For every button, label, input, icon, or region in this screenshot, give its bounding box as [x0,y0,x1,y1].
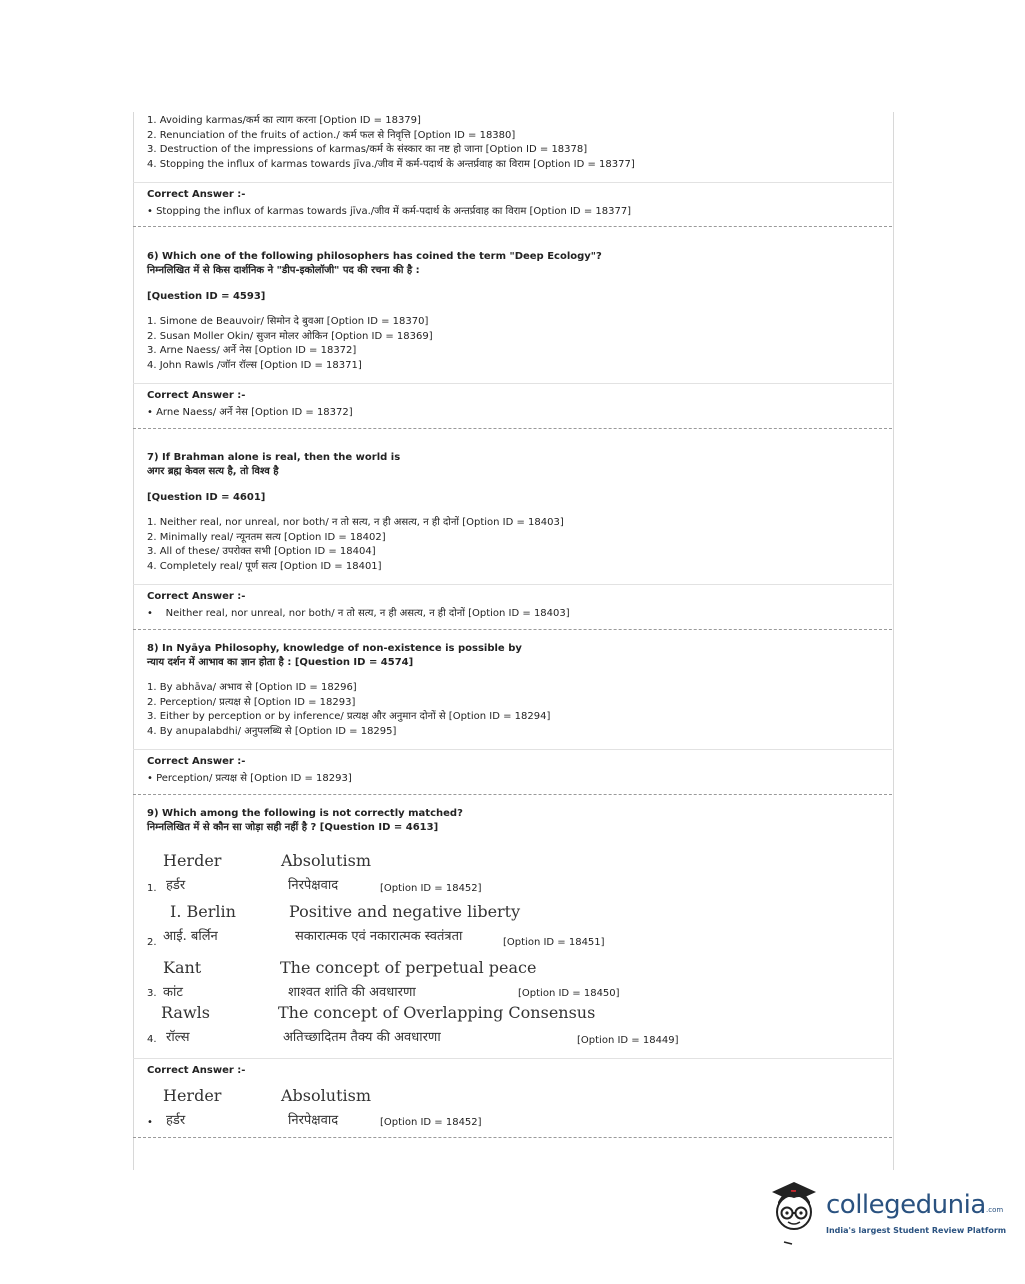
q9-answer-concept-hi: निरपेक्षवाद [288,1113,339,1128]
q9-opt2-name-en: I. Berlin [170,902,236,921]
q8-question-en: 8) In Nyāya Philosophy, knowledge of non-existence is possible by [147,643,522,654]
q7-question-id: [Question ID = 4601] [147,492,266,503]
q9-opt3-concept-en: The concept of perpetual peace [280,958,537,977]
q5-option-4: 4. Stopping the influx of karmas towards jīva./जीव में कर्म-पदार्थ के अन्तर्प्रवाह का विराम [Option ID = 18377] [147,159,635,170]
q9-answer-label: Correct Answer :- [147,1065,246,1076]
q9-opt3-option-id: [Option ID = 18450] [518,988,620,999]
q9-opt1-option-id: [Option ID = 18452] [380,883,482,894]
q9-opt2-number: 2. [147,937,157,948]
question-separator [133,629,892,630]
q9-opt1-concept-en: Absolutism [281,851,371,870]
q9-opt1-name-hi: हर्डर [166,878,186,893]
q5-answer: • Stopping the influx of karmas towards jīva./जीव में कर्म-पदार्थ के अन्तर्प्रवाह का विराम [Option ID = 18377] [147,206,632,217]
divider [133,182,892,183]
q9-answer-concept-en: Absolutism [281,1086,371,1105]
q7-question-en: 7) If Brahman alone is real, then the world is [147,452,401,463]
q6-option-3: 3. Arne Naess/ अर्ने नेस [Option ID = 18372] [147,345,357,356]
q7-option-4: 4. Completely real/ पूर्ण सत्य [Option ID = 18401] [147,561,382,572]
q6-answer-label: Correct Answer :- [147,390,246,401]
q9-answer-bullet: • [147,1117,153,1128]
q6-option-2: 2. Susan Moller Okin/ सुजन मोलर ओकिन [Option ID = 18369] [147,331,433,342]
q7-answer: • Neither real, nor unreal, nor both/ न तो सत्य, न ही असत्य, न ही दोनों [Option ID = 18403] [147,608,570,619]
q9-opt1-name-en: Herder [163,851,222,870]
q9-question-hi: निम्नलिखित में से कौन सा जोड़ा सही नहीं है ? [Question ID = 4613] [147,822,439,833]
q5-option-3: 3. Destruction of the impressions of karmas/कर्म के संस्कार का नष्ट हो जाना [Option ID = 18378] [147,144,588,155]
q9-opt1-concept-hi: निरपेक्षवाद [288,878,339,893]
q9-opt4-number: 4. [147,1034,157,1045]
q6-answer: • Arne Naess/ अर्ने नेस [Option ID = 18372] [147,407,353,418]
divider [133,1058,892,1059]
q7-option-3: 3. All of these/ उपरोक्त सभी [Option ID = 18404] [147,546,376,557]
brand-suffix: .com [986,1206,1004,1214]
q9-opt4-name-hi: रॉल्स [166,1030,190,1045]
q9-opt3-concept-hi: शाश्वत शांति की अवधारणा [288,985,416,1000]
q9-opt3-number: 3. [147,988,157,999]
question-separator [133,226,892,227]
q6-option-1: 1. Simone de Beauvoir/ सिमोन दे बुवआ [Option ID = 18370] [147,316,429,327]
q9-answer-name-en: Herder [163,1086,222,1105]
q9-opt4-option-id: [Option ID = 18449] [577,1035,679,1046]
q5-option-1: 1. Avoiding karmas/कर्म का त्याग करना [Option ID = 18379] [147,115,421,126]
divider [133,383,892,384]
q9-opt4-concept-hi: अतिच्छादितम तैक्य की अवधारणा [283,1030,441,1045]
q9-question-en: 9) Which among the following is not correctly matched? [147,808,463,819]
question-separator [133,794,892,795]
question-separator [133,428,892,429]
q9-opt3-name-hi: कांट [163,985,183,1000]
q9-opt1-number: 1. [147,883,157,894]
q8-answer: • Perception/ प्रत्यक्ष से [Option ID = 18293] [147,773,352,784]
q9-opt4-concept-en: The concept of Overlapping Consensus [278,1003,596,1022]
q9-opt2-option-id: [Option ID = 18451] [503,937,605,948]
q6-question-hi: निम्नलिखित में से किस दार्शनिक ने "डीप-इकोलॉजी" पद की रचना की है : [147,265,420,276]
brand-tagline: India's largest Student Review Platform [826,1226,1007,1235]
q5-option-2: 2. Renunciation of the fruits of action./ कर्म फल से निवृत्ति [Option ID = 18380] [147,130,516,141]
q9-opt2-concept-en: Positive and negative liberty [289,902,521,921]
q7-answer-label: Correct Answer :- [147,591,246,602]
q8-option-2: 2. Perception/ प्रत्यक्ष से [Option ID = 18293] [147,697,356,708]
q7-option-2: 2. Minimally real/ न्यूनतम सत्य [Option ID = 18402] [147,532,386,543]
q6-question-en: 6) Which one of the following philosophers has coined the term "Deep Ecology"? [147,251,602,262]
brand-name: collegedunia [826,1190,986,1220]
q8-option-1: 1. By abhāva/ अभाव से [Option ID = 18296] [147,682,357,693]
q8-question-hi: न्याय दर्शन में आभाव का ज्ञान होता है : [Question ID = 4574] [147,657,414,668]
q6-question-id: [Question ID = 4593] [147,291,266,302]
question-separator [133,1137,892,1138]
divider [133,749,892,750]
q7-option-1: 1. Neither real, nor unreal, nor both/ न तो सत्य, न ही असत्य, न ही दोनों [Option ID = 18403] [147,517,564,528]
q8-option-4: 4. By anupalabdhi/ अनुपलब्धि से [Option ID = 18295] [147,726,397,737]
q8-answer-label: Correct Answer :- [147,756,246,767]
q9-opt4-name-en: Rawls [161,1003,210,1022]
q9-opt2-name-hi: आई. बर्लिन [163,929,218,944]
q6-option-4: 4. John Rawls /जॉन रॉल्स [Option ID = 18371] [147,360,362,371]
q9-answer-option-id: [Option ID = 18452] [380,1117,482,1128]
q8-option-3: 3. Either by perception or by inference/ प्रत्यक्ष और अनुमान दोनों से [Option ID = 18294] [147,711,551,722]
divider [133,584,892,585]
q7-question-hi: अगर ब्रह्म केवल सत्य है, तो विश्व है [147,466,279,477]
q9-opt2-concept-hi: सकारात्मक एवं नकारात्मक स्वतंत्रता [295,929,463,944]
q9-answer-name-hi: हर्डर [166,1113,186,1128]
q9-opt3-name-en: Kant [163,958,202,977]
q5-answer-label: Correct Answer :- [147,189,246,200]
